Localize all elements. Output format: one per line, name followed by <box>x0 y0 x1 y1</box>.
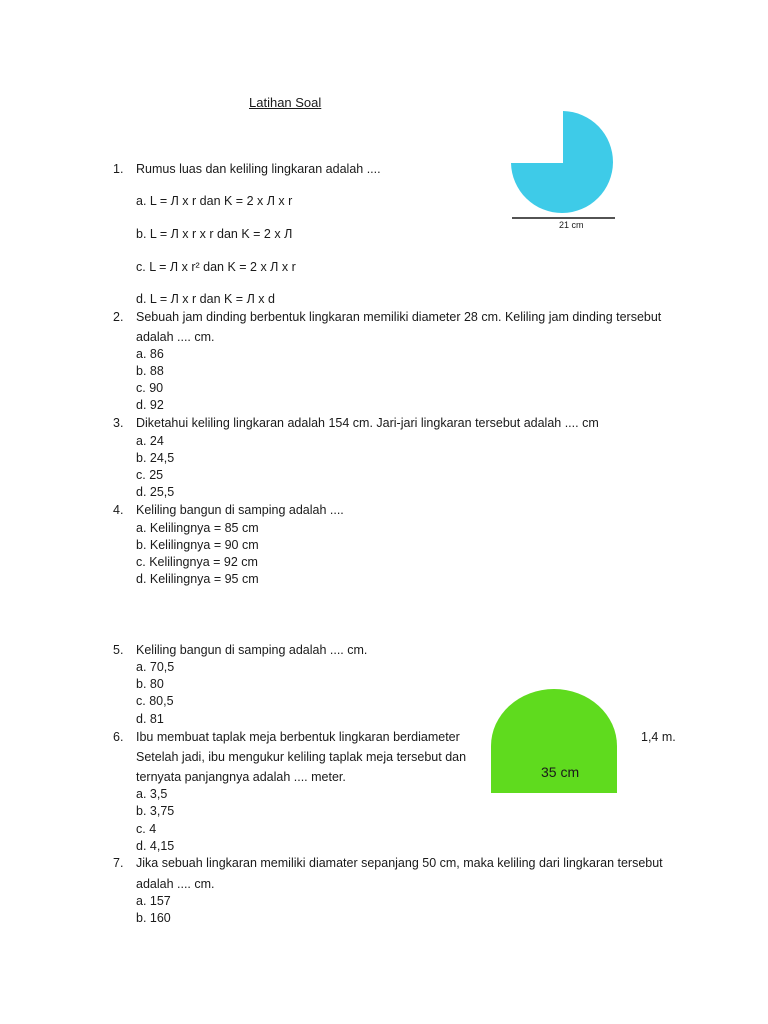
q6-option-a: a. 3,5 <box>136 787 168 801</box>
q3-text: Diketahui keliling lingkaran adalah 154 cm. Jari-jari lingkaran tersebut adalah .... cm <box>136 416 599 430</box>
q6-text-line1: Ibu membuat taplak meja berbentuk lingkaran berdiameter <box>136 730 460 744</box>
q3-option-d: d. 25,5 <box>136 485 175 499</box>
q2-option-b: b. 88 <box>136 364 164 378</box>
q1-option-c: c. L = Л x r² dan K = 2 x Л x r <box>136 260 296 274</box>
q2-option-d: d. 92 <box>136 398 164 412</box>
q1-number: 1. <box>113 162 124 176</box>
three-quarter-circle-shape <box>511 111 613 213</box>
q5-option-a: a. 70,5 <box>136 660 175 674</box>
q7-text-line1: Jika sebuah lingkaran memiliki diamater sepanjang 50 cm, maka keliling dari lingkaran tersebut <box>136 856 663 870</box>
q4-text: Keliling bangun di samping adalah .... <box>136 503 344 517</box>
q2-text-line2: adalah .... cm. <box>136 330 215 344</box>
q2-option-a: a. 86 <box>136 347 164 361</box>
q3-option-c: c. 25 <box>136 468 164 482</box>
q3-option-b: b. 24,5 <box>136 451 175 465</box>
q4-option-b: b. Kelilingnya = 90 cm <box>136 538 259 552</box>
q1-option-b: b. L = Л x r x r dan K = 2 x Л <box>136 227 293 241</box>
q6-option-c: c. 4 <box>136 822 157 836</box>
figure1-dimension-label: 21 cm <box>559 220 584 230</box>
q7-text-line2: adalah .... cm. <box>136 877 215 891</box>
q5-number: 5. <box>113 643 124 657</box>
arch-figure <box>490 688 620 798</box>
q4-option-d: d. Kelilingnya = 95 cm <box>136 572 259 586</box>
three-quarter-circle-figure <box>508 108 618 228</box>
q6-text-line3: ternyata panjangnya adalah .... meter. <box>136 770 346 784</box>
q1-option-d: d. L = Л x r dan K = Л x d <box>136 292 275 306</box>
q6-number: 6. <box>113 730 124 744</box>
q3-number: 3. <box>113 416 124 430</box>
q1-text: Rumus luas dan keliling lingkaran adalah .... <box>136 162 381 176</box>
q4-option-c: c. Kelilingnya = 92 cm <box>136 555 258 569</box>
q2-option-c: c. 90 <box>136 381 164 395</box>
q7-number: 7. <box>113 856 124 870</box>
q7-option-a: a. 157 <box>136 894 171 908</box>
q4-number: 4. <box>113 503 124 517</box>
q3-option-a: a. 24 <box>136 434 164 448</box>
q6-text-extra: 1,4 m. <box>641 730 676 744</box>
figure2-dimension-label: 35 cm <box>541 764 580 780</box>
q2-text-line1: Sebuah jam dinding berbentuk lingkaran memiliki diameter 28 cm. Keliling jam dinding tersebut <box>136 310 662 324</box>
q6-option-b: b. 3,75 <box>136 804 175 818</box>
q6-text-line2: Setelah jadi, ibu mengukur keliling taplak meja tersebut dan <box>136 750 467 764</box>
q2-number: 2. <box>113 310 124 324</box>
q6-option-d: d. 4,15 <box>136 839 175 853</box>
q4-option-a: a. Kelilingnya = 85 cm <box>136 521 259 535</box>
q1-option-a: a. L = Л x r dan K = 2 x Л x r <box>136 194 293 208</box>
q5-option-c: c. 80,5 <box>136 694 174 708</box>
q7-option-b: b. 160 <box>136 911 171 925</box>
q5-option-b: b. 80 <box>136 677 164 691</box>
q5-option-d: d. 81 <box>136 712 164 726</box>
q5-text: Keliling bangun di samping adalah .... cm. <box>136 643 368 657</box>
page-title: Latihan Soal <box>249 95 322 110</box>
